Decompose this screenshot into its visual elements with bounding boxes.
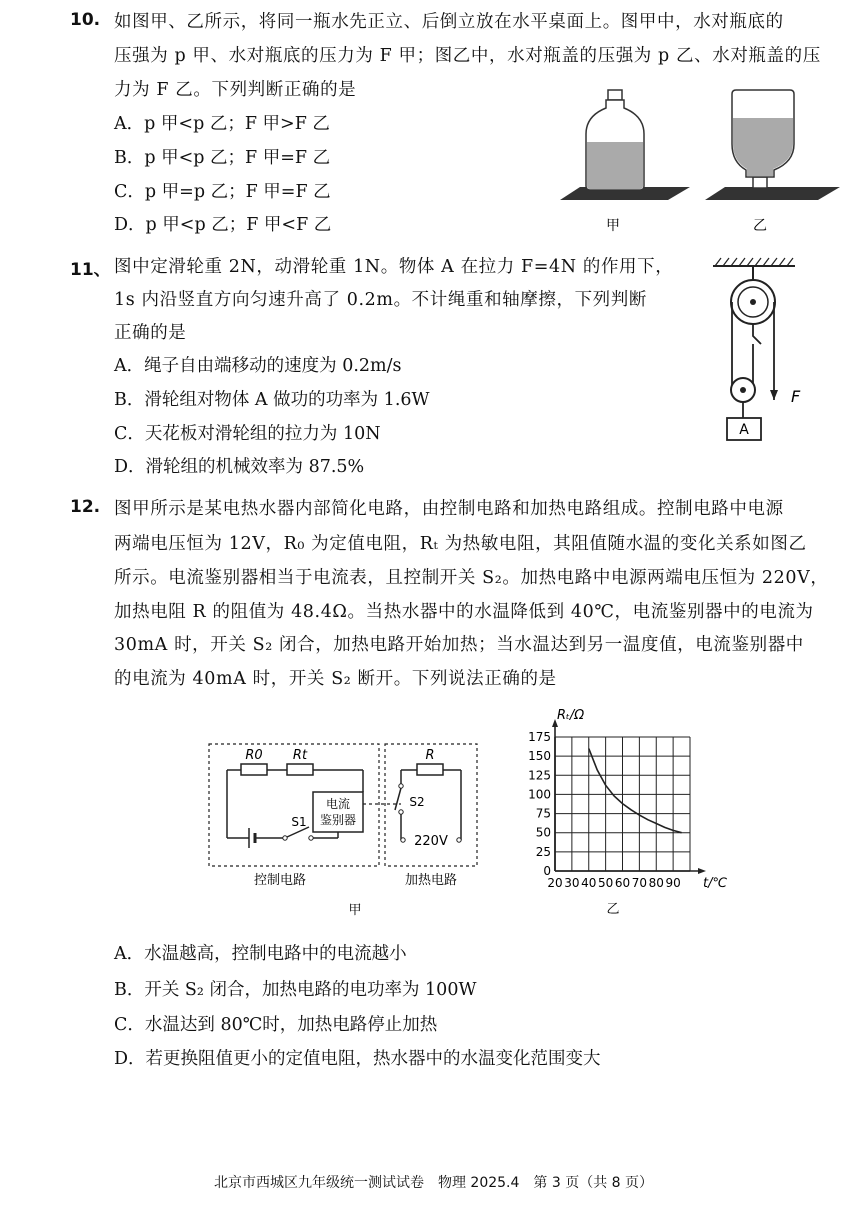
bottle-upright-icon: [560, 90, 690, 200]
chart-x-tick-label: 20: [547, 876, 563, 890]
s2-label: S2: [409, 795, 425, 809]
r0-label: R0: [245, 748, 263, 763]
rt-curve-series: [589, 749, 682, 833]
q11-stem-line3: 正确的是: [114, 323, 187, 343]
s1-label: S1: [291, 815, 307, 829]
q12-circuit-figure: [205, 740, 485, 920]
q11-option-c: C．天花板对滑轮组的拉力为 10N: [114, 424, 381, 444]
page-footer: 北京市西城区九年级统一测试试卷 物理 2025.4 第 3 页（共 8 页）: [213, 1175, 654, 1191]
chart-x-axis-arrow: [698, 868, 706, 874]
q11-stem-line2: 1s 内沿竖直方向匀速升高了 0.2m。不计绳重和轴摩擦，下列判断: [114, 290, 647, 310]
q12-stem-line5: 30mA 时，开关 S₂ 闭合，加热电路开始加热；当水温达到另一温度值，电流鉴别器中: [114, 635, 804, 655]
q12-option-c: C．水温达到 80℃时，加热电路停止加热: [114, 1015, 438, 1035]
q12-stem-line6: 的电流为 40mA 时，开关 S₂ 断开。下列说法正确的是: [114, 669, 557, 689]
r-label: R: [425, 748, 435, 763]
ceiling-icon: [713, 258, 795, 266]
q12-stem-line1: 图甲所示是某电热水器内部简化电路，由控制电路和加热电路组成。控制电路中电源: [114, 499, 784, 519]
q10-option-c: C．p 甲=p 乙；F 甲=F 乙: [114, 182, 331, 202]
chart-x-tick-label: 40: [581, 876, 597, 890]
resistor-rt: [287, 764, 313, 775]
chart-y-tick-label: 150: [528, 749, 551, 764]
force-f-label: F: [791, 387, 801, 406]
chart-x-tick-label: 50: [597, 876, 614, 890]
q10-option-d: D．p 甲<p 乙；F 甲<F 乙: [114, 215, 332, 235]
fig-label-yi: 乙: [753, 218, 767, 234]
q10-stem-line2: 压强为 p 甲、水对瓶底的压力为 F 甲；图乙中，水对瓶盖的压强为 p 乙、水对瓶盖的压: [114, 46, 821, 66]
q11-option-b: B．滑轮组对物体 A 做功的功率为 1.6W: [114, 390, 430, 410]
resistor-r: [417, 764, 443, 775]
block-a-label: A: [739, 422, 749, 438]
chart-y-tick-label: 75: [535, 806, 551, 821]
chart-x-tick-label: 30: [564, 876, 580, 890]
chart-origin-label: 0: [543, 864, 551, 878]
q12-stem-line2: 两端电压恒为 12V，R₀ 为定值电阻，Rₜ 为热敏电阻，其阻值随水温的变化关系如图乙: [114, 534, 807, 554]
bottle-inverted-icon: [705, 90, 840, 200]
q11-option-d: D．滑轮组的机械效率为 87.5%: [114, 457, 365, 477]
q12-stem-line4: 加热电阻 R 的阻值为 48.4Ω。当热水器中的水温降低到 40℃，电流鉴别器中的电流为: [114, 602, 814, 622]
chart-x-tick-label: 60: [614, 876, 631, 890]
rt-temperature-chart: [505, 705, 745, 920]
chart-y-tick-label: 125: [528, 768, 551, 783]
chart-y-tick-label: 175: [528, 730, 551, 744]
q10-stem-line1: 如图甲、乙所示，将同一瓶水先正立、后倒立放在水平桌面上。图甲中，水对瓶底的: [114, 12, 784, 32]
fig-label-yi-chart: 乙: [606, 902, 620, 917]
battery-icon: [249, 828, 255, 848]
q11-option-a: A．绳子自由端移动的速度为 0.2m/s: [114, 356, 402, 376]
q10-number: 10.: [70, 10, 101, 30]
fig-label-jia-circuit: 甲: [348, 903, 362, 918]
q12-option-a: A．水温越高，控制电路中的电流越小: [114, 944, 407, 964]
resistor-r0: [241, 764, 267, 775]
q12-stem-line3: 所示。电流鉴别器相当于电流表，且控制开关 S₂。加热电路中电源两端电压恒为 220V，: [114, 568, 829, 588]
fixed-pulley-icon: [731, 280, 775, 324]
chart-x-tick-label: 90: [665, 876, 681, 890]
chart-y-tick-label: 25: [535, 844, 551, 859]
q12-option-d: D．若更换阻值更小的定值电阻，热水器中的水温变化范围变大: [114, 1049, 601, 1069]
switch-s2-icon: [395, 784, 403, 814]
q10-bottle-figure: [560, 82, 850, 242]
fig-label-jia: 甲: [606, 218, 620, 234]
chart-y-tick-label: 100: [528, 787, 551, 802]
q11-number: 11、: [70, 260, 111, 280]
heating-circuit-label: 加热电路: [404, 873, 458, 888]
svg-text:电流: 电流: [325, 797, 351, 811]
q10-stem-line3: 力为 F 乙。下列判断正确的是: [114, 80, 357, 100]
svg-text:鉴别器: 鉴别器: [319, 813, 357, 827]
q12-option-b: B．开关 S₂ 闭合，加热电路的电功率为 100W: [114, 980, 477, 1000]
chart-x-tick-label: 70: [631, 876, 648, 890]
control-circuit-label: 控制电路: [253, 873, 307, 888]
q11-stem-line1: 图中定滑轮重 2N，动滑轮重 1N。物体 A 在拉力 F=4N 的作用下，: [114, 257, 674, 277]
q11-pulley-figure: [705, 250, 815, 450]
movable-pulley-icon: [731, 378, 755, 402]
q10-option-b: B．p 甲<p 乙；F 甲=F 乙: [114, 148, 331, 168]
voltage-220v-label: 220V: [414, 834, 448, 849]
rt-label: Rt: [292, 748, 308, 763]
q12-number: 12.: [70, 497, 101, 517]
q10-option-a: A．p 甲<p 乙；F 甲>F 乙: [114, 114, 330, 134]
chart-x-tick-label: 80: [648, 876, 664, 890]
chart-y-tick-label: 50: [535, 825, 551, 840]
chart-ylabel: Rₜ/Ω: [557, 708, 585, 723]
chart-xlabel: t/℃: [703, 876, 728, 891]
